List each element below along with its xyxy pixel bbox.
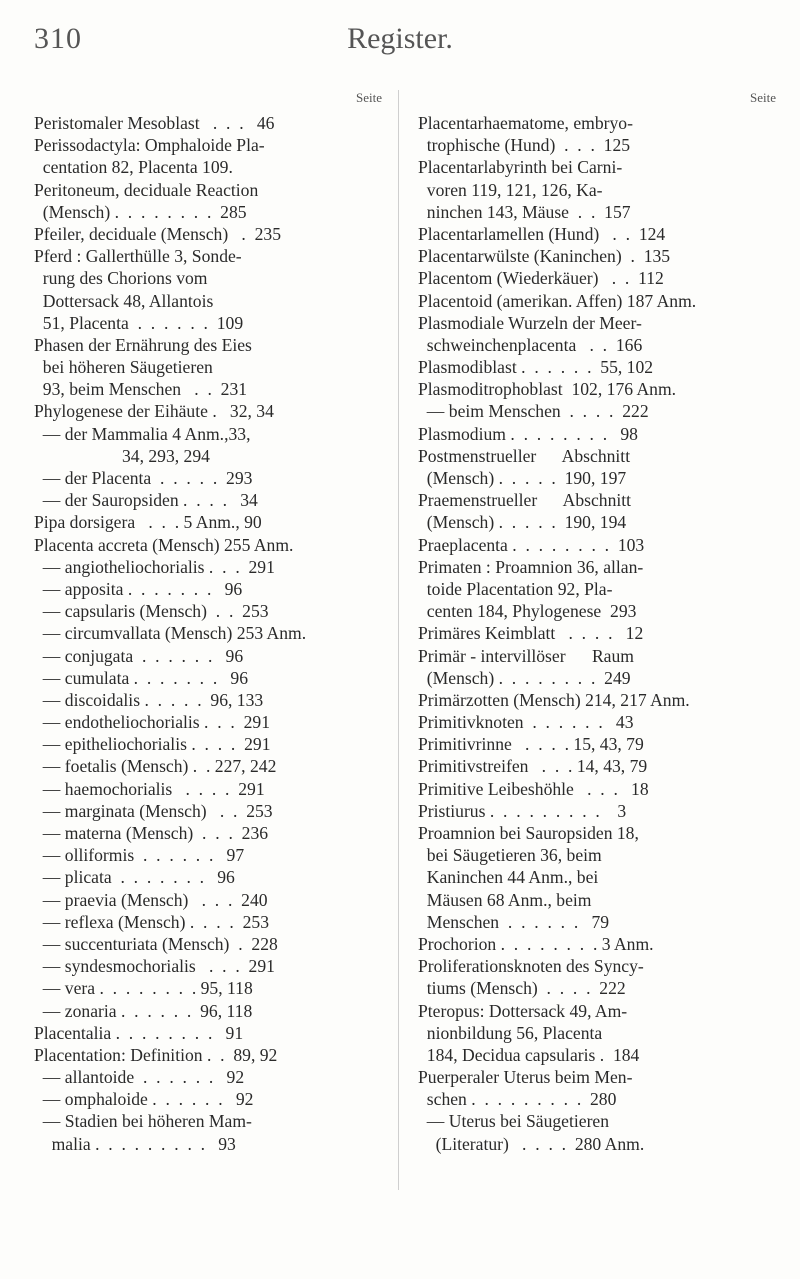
index-entry-line: — endotheliochorialis . . . 291 <box>34 712 271 733</box>
index-entry-line: — cumulata . . . . . . . 96 <box>34 667 249 688</box>
index-entry-line: Placentarlamellen (Hund) . . 124 <box>418 223 666 244</box>
index-entry-line: nionbildung 56, Placenta <box>418 1022 603 1043</box>
index-entry-line: Praemenstrueller Abschnitt <box>418 490 632 511</box>
index-entry-line: — omphaloide . . . . . . 92 <box>34 1089 254 1110</box>
index-entry-line: Placentalia . . . . . . . . 91 <box>34 1022 244 1043</box>
index-entry-line: (Mensch) . . . . . . . . 249 <box>418 667 631 688</box>
index-entry-line: Prochorion . . . . . . . . 3 Anm. <box>418 933 654 954</box>
index-entry-line: — syndesmochorialis . . . 291 <box>34 956 275 977</box>
column-divider <box>398 90 399 1190</box>
index-entry-line: bei höheren Säugetieren <box>34 357 213 378</box>
index-entry-line: — zonaria . . . . . . 96, 118 <box>34 1000 253 1021</box>
index-entry-line: Mäusen 68 Anm., beim <box>418 889 592 910</box>
index-entry-line: — angiotheliochorialis . . . 291 <box>34 556 275 577</box>
index-entry-line: Placentation: Definition . . 89, 92 <box>34 1044 278 1065</box>
index-entry-line: 51, Placenta . . . . . . 109 <box>34 312 244 333</box>
index-entry-line: — praevia (Mensch) . . . 240 <box>34 889 268 910</box>
index-entry-line: Primitivstreifen . . . 14, 43, 79 <box>418 756 648 777</box>
index-entry-line: Placentoid (amerikan. Affen) 187 Anm. <box>418 290 697 311</box>
index-entry-line: — allantoide . . . . . . 92 <box>34 1067 245 1088</box>
right-index-entries <box>418 112 776 1155</box>
index-entry-line: Proamnion bei Sauropsiden 18, <box>418 823 639 843</box>
index-entry-line: — der Mammalia 4 Anm.,33, <box>34 423 251 444</box>
index-entry-line: centen 184, Phylogenese 293 <box>418 601 637 622</box>
index-entry-line: — der Sauropsiden . . . . 34 <box>34 490 258 511</box>
index-entry-line: bei Säugetieren 36, beim <box>418 845 602 866</box>
index-entry-line: Perissodactyla: Omphaloide Pla- <box>34 135 265 156</box>
index-entry-line: schen . . . . . . . . . 280 <box>418 1089 617 1110</box>
index-entry-line: Peristomaler Mesoblast . . . 46 <box>34 113 275 133</box>
index-entry-line: — materna (Mensch) . . . 236 <box>34 823 269 843</box>
index-entry-line: Placentarwülste (Kaninchen) . 135 <box>418 246 671 267</box>
right-column <box>418 90 776 1155</box>
index-entry-line: — plicata . . . . . . . 96 <box>34 867 235 888</box>
index-entry-line: Primäres Keimblatt . . . . 12 <box>418 623 644 644</box>
index-entry-line: 93, beim Menschen . . 231 <box>34 379 248 400</box>
index-entry-line: (Mensch) . . . . . 190, 194 <box>418 512 627 533</box>
right-column-heading: Seite <box>750 90 776 105</box>
index-entry-line: Phylogenese der Eihäute . 32, 34 <box>34 401 274 422</box>
index-entry-line: trophische (Hund) . . . 125 <box>418 135 631 156</box>
index-entry-line: Postmenstrueller Abschnitt <box>418 445 631 466</box>
index-entry-line: Puerperaler Uterus beim Men- <box>418 1067 633 1088</box>
index-entry-line: Menschen . . . . . . 79 <box>418 911 610 932</box>
index-entry-line: schweinchenplacenta . . 166 <box>418 334 643 355</box>
index-entry-line: malia . . . . . . . . . 93 <box>34 1133 236 1154</box>
left-column-heading: Seite <box>356 90 382 105</box>
index-entry-line: (Mensch) . . . . . 190, 197 <box>418 468 627 488</box>
index-entry-line: Placentarlabyrinth bei Carni- <box>418 157 623 178</box>
index-entry-line: Kaninchen 44 Anm., bei <box>418 867 599 888</box>
index-entry-line: Praeplacenta . . . . . . . . 103 <box>418 534 645 555</box>
index-entry-line: (Literatur) . . . . 280 Anm. <box>418 1133 645 1154</box>
index-entry-line: — reflexa (Mensch) . . . . 253 <box>34 911 270 932</box>
index-entry-line: — circumvallata (Mensch) 253 Anm. <box>34 623 307 644</box>
index-entry-line: Peritoneum, deciduale Reaction <box>34 179 259 200</box>
index-entry-line: — olliformis . . . . . . 97 <box>34 845 245 866</box>
index-entry-line: — capsularis (Mensch) . . 253 <box>34 601 269 622</box>
page-number: 310 <box>34 22 82 55</box>
index-entry-line: tiums (Mensch) . . . . 222 <box>418 978 626 999</box>
index-entry-line: — succenturiata (Mensch) . 228 <box>34 933 278 954</box>
index-entry-line: Placentarhaematome, embryo- <box>418 113 633 133</box>
index-entry-line: ninchen 143, Mäuse . . 157 <box>418 201 631 222</box>
left-index-entries <box>34 112 382 1155</box>
index-entry-line: 184, Decidua capsularis . 184 <box>418 1044 640 1065</box>
index-entry-line: Dottersack 48, Allantois <box>34 290 214 311</box>
page-title: Register. <box>347 22 453 55</box>
index-entry-line: Proliferationsknoten des Syncy- <box>418 956 644 977</box>
index-entry-line: Pferd : Gallerthülle 3, Sonde- <box>34 246 242 267</box>
index-entry-line: — Uterus bei Säugetieren <box>418 1111 610 1132</box>
index-entry-line: Primitivknoten . . . . . . 43 <box>418 712 634 733</box>
index-entry-line: centation 82, Placenta 109. <box>34 157 233 178</box>
index-entry-line: Placentom (Wiederkäuer) . . 112 <box>418 268 664 289</box>
index-entry-line: Plasmodiale Wurzeln der Meer- <box>418 312 642 333</box>
index-entry-line: — der Placenta . . . . . 293 <box>34 468 253 488</box>
index-entry-line: — apposita . . . . . . . 96 <box>34 578 243 599</box>
index-entry-line: Pteropus: Dottersack 49, Am- <box>418 1000 628 1021</box>
page-header <box>0 22 800 62</box>
index-entry-line: Plasmodium . . . . . . . . 98 <box>418 423 638 444</box>
index-entry-line: — foetalis (Mensch) . . 227, 242 <box>34 756 277 777</box>
index-entry-line: Primär - intervillöser Raum <box>418 645 634 666</box>
index-entry-line: — vera . . . . . . . . 95, 118 <box>34 978 253 999</box>
index-entry-line: toide Placentation 92, Pla- <box>418 578 613 599</box>
index-entry-line: — epitheliochorialis . . . . 291 <box>34 734 271 755</box>
index-entry-line: — marginata (Mensch) . . 253 <box>34 800 273 821</box>
left-column <box>34 90 382 1155</box>
index-entry-line: Plasmoditrophoblast 102, 176 Anm. <box>418 379 677 400</box>
index-entry-line: voren 119, 121, 126, Ka- <box>418 179 603 200</box>
index-entry-line: Primärzotten (Mensch) 214, 217 Anm. <box>418 689 690 710</box>
index-entry-line: — Stadien bei höheren Mam- <box>34 1111 252 1132</box>
index-entry-line: — discoidalis . . . . . 96, 133 <box>34 689 264 710</box>
index-entry-line: Phasen der Ernährung des Eies <box>34 334 252 355</box>
index-entry-line: 34, 293, 294 <box>34 445 210 466</box>
index-entry-line: Pfeiler, deciduale (Mensch) . 235 <box>34 223 281 244</box>
index-entry-line: (Mensch) . . . . . . . . 285 <box>34 201 247 222</box>
index-entry-line: — haemochorialis . . . . 291 <box>34 778 265 799</box>
index-entry-line: Primaten : Proamnion 36, allan- <box>418 556 644 577</box>
index-entry-line: Primitivrinne . . . . 15, 43, 79 <box>418 734 644 755</box>
index-entry-line: Pristiurus . . . . . . . . . 3 <box>418 800 627 821</box>
index-entry-line: Primitive Leibeshöhle . . . 18 <box>418 778 649 799</box>
index-entry-line: Plasmodiblast . . . . . . 55, 102 <box>418 357 654 378</box>
index-entry-line: — beim Menschen . . . . 222 <box>418 401 649 422</box>
index-entry-line: rung des Chorions vom <box>34 268 208 289</box>
index-entry-line: Pipa dorsigera . . . 5 Anm., 90 <box>34 512 262 533</box>
index-entry-line: Placenta accreta (Mensch) 255 Anm. <box>34 534 294 555</box>
index-entry-line: — conjugata . . . . . . 96 <box>34 645 244 666</box>
